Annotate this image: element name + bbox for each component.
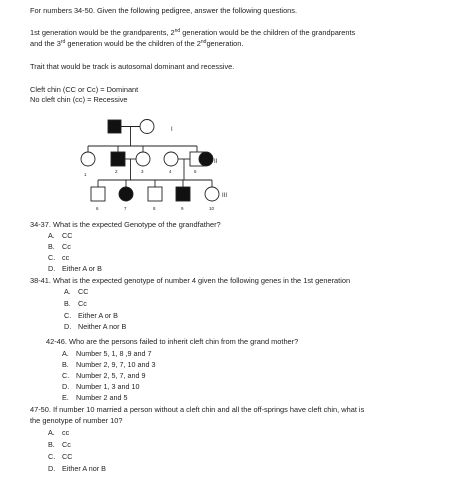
pedigree-person-4 [164,152,178,166]
pedigree-person-3 [136,152,150,166]
option-letter: A. [64,287,71,296]
option-letter: B. [64,299,71,308]
option-text: Cc [62,440,71,449]
person-number: 6 [96,206,99,211]
option-text: Cc [62,242,71,251]
question-34-37: 34-37. What is the expected Genotype of the grandfather? [30,220,221,229]
option-text: Cc [78,299,87,308]
gen-def-text: and the 3 [30,39,61,48]
option-letter: A. [62,349,69,358]
question-47-50-continued: the genotype of number 10? [30,416,123,425]
trait-text: Trait that would be track is autosomal dominant and recessive. [30,62,235,71]
gen-def-sup: nd [200,39,207,45]
option-text: Number 1, 3 and 10 [76,382,140,391]
option-letter: B. [48,242,55,251]
pedigree-person-5-square [190,152,204,166]
option-38-d[interactable] [64,322,126,331]
option-letter: D. [48,264,56,273]
person-number: 3 [141,169,144,174]
option-42-c[interactable] [62,371,146,380]
person-number: 9 [181,206,184,211]
option-text: cc [62,428,70,437]
option-letter: C. [62,371,70,380]
question-38-41: 38-41. What is the expected genotype of number 4 given the following genes in the 1st generation [30,276,351,285]
option-34-d[interactable] [48,264,102,273]
pedigree-person-8 [148,187,162,201]
pedigree-person-7 [119,187,133,201]
pedigree-person-grandfather [108,120,121,133]
option-38-a[interactable] [64,287,88,296]
question-42-46: 42-46. Who are the persons failed to inherit cleft chin from the grand mother? [46,337,299,346]
option-47-c[interactable] [48,452,72,461]
option-text: Neither A nor B [78,322,127,331]
option-38-c[interactable] [64,311,118,320]
option-text: cc [62,253,70,262]
pedigree-person-grandmother [140,120,154,134]
option-letter: A. [48,428,55,437]
generation-label-3: III [222,193,228,199]
generation-label-1: I [171,127,173,133]
option-letter: B. [62,360,69,369]
option-letter: C. [48,253,56,262]
option-text: Number 2 and 5 [76,393,128,402]
generation-definition-line-1 [30,28,450,37]
option-42-a[interactable] [62,349,152,358]
pedigree-person-9 [176,187,190,201]
option-letter: A. [48,231,55,240]
gen-def-text: generation would be the children of the 2 [65,39,201,48]
option-text: Either A nor B [62,464,106,473]
option-34-c[interactable] [48,253,69,262]
person-number: 1 [84,172,87,177]
pedigree-person-2 [111,152,125,166]
option-text: Number 2, 5, 7, and 9 [76,371,146,380]
option-letter: B. [48,440,55,449]
question-47-50: 47-50. If number 10 married a person without a cleft chin and all the off-springs have cleft chin, what is [30,405,365,414]
legend-dominant: Cleft chin (CC or Cc) = Dominant [30,85,139,94]
pedigree-person-6 [91,187,105,201]
option-text: Either A or B [62,264,102,273]
gen-def-sup: rd [60,39,66,45]
option-47-b[interactable] [48,440,71,449]
option-34-a[interactable] [48,231,72,240]
person-number: 4 [169,169,172,174]
gen-def-sup: nd [174,28,181,34]
option-letter: D. [64,322,72,331]
option-letter: E. [62,393,69,402]
person-number: 2 [115,169,118,174]
option-text: Number 2, 9, 7, 10 and 3 [76,360,156,369]
option-text: Either A or B [78,311,118,320]
option-letter: C. [64,311,72,320]
generation-label-2: II [214,159,218,165]
option-letter: D. [62,382,70,391]
legend-recessive: No cleft chin (cc) = Recessive [30,95,128,104]
option-letter: D. [48,464,56,473]
person-number: 10 [209,206,215,211]
option-47-d[interactable] [48,464,106,473]
option-47-a[interactable] [48,428,69,437]
option-42-b[interactable] [62,360,156,369]
person-number: 5 [194,169,197,174]
generation-definition-line-2 [30,39,450,48]
pedigree-person-10 [205,187,219,201]
option-text: Number 5, 1, 8 ,9 and 7 [76,349,152,358]
gen-def-text: generation would be the children of the grandparents [180,28,356,37]
option-letter: C. [48,452,56,461]
gen-def-text: generation. [206,39,244,48]
instruction-text: For numbers 34-50. Given the following pedigree, answer the following questions. [30,6,298,15]
person-number: 7 [124,206,127,211]
option-42-d[interactable] [62,382,140,391]
gen-def-text: 1st generation would be the grandparents, 2 [30,28,175,37]
option-text: CC [78,287,89,296]
person-number: 8 [153,206,156,211]
pedigree-person-5-circle [199,152,213,166]
option-text: CC [62,452,73,461]
option-34-b[interactable] [48,242,71,251]
option-42-e[interactable] [62,393,128,402]
option-38-b[interactable] [64,299,87,308]
pedigree-person-1 [81,152,95,166]
option-text: CC [62,231,73,240]
